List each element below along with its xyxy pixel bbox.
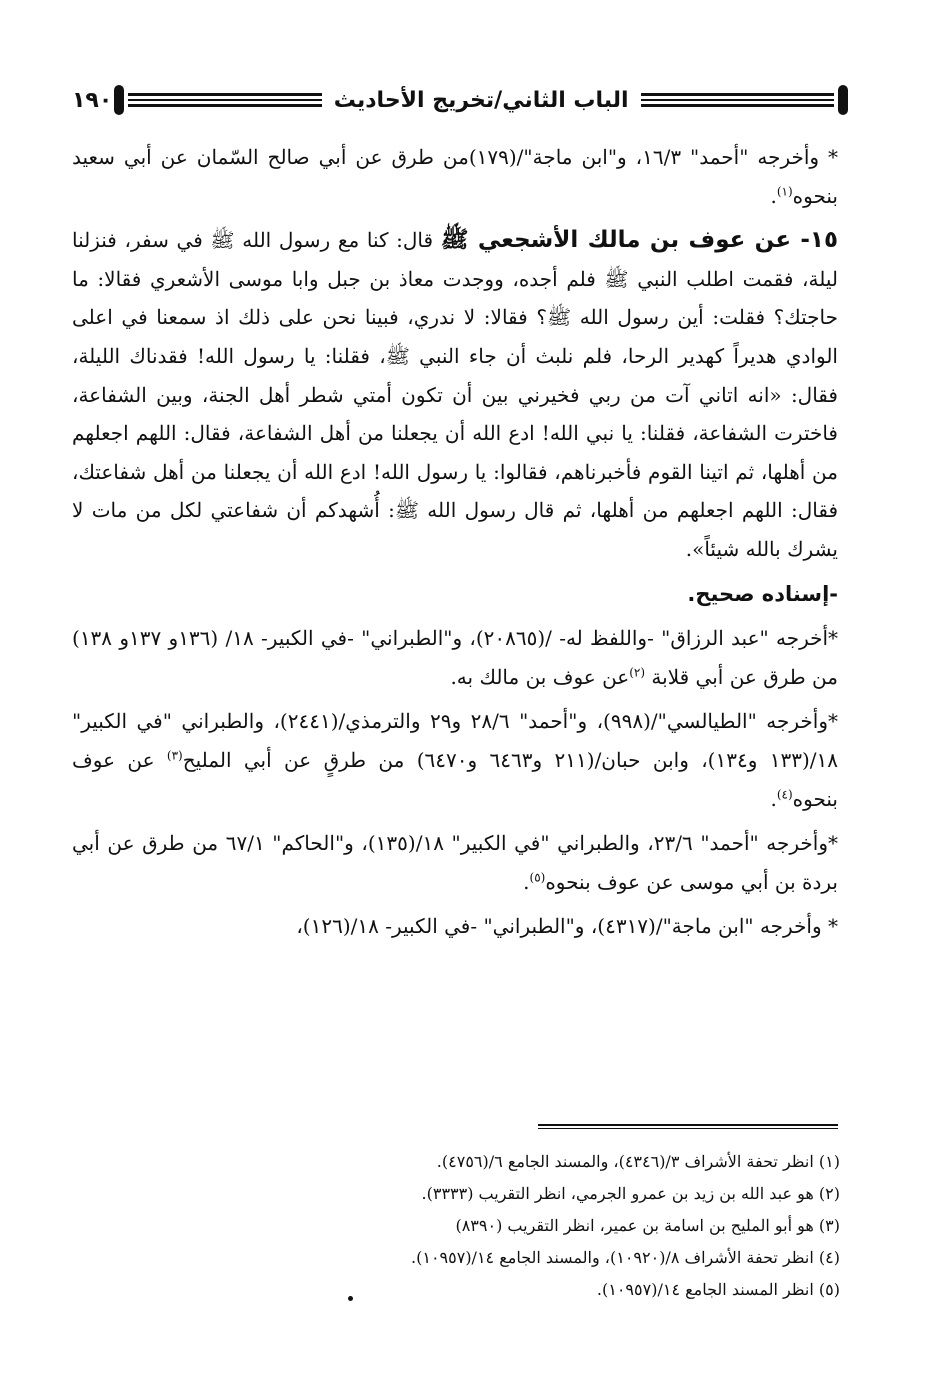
- footnote-ref-1: (١): [776, 183, 793, 198]
- paragraph-1-text: * وأخرجه "أحمد" ١٦/٣، و"ابن ماجة"/(١٧٩)من طرق عن أبي صالح السّمان عن أبي سعيد بنحوه: [72, 145, 839, 208]
- takhrij-2-mid: عن عوف بنحوه: [72, 747, 838, 811]
- footnote-1: (١) انظر تحفة الأشراف ٣/(٤٣٤٦)، والمسند الجامع ٦/(٤٧٥٦).: [436, 1152, 840, 1171]
- takhrij-2-text: *وأخرجه "الطيالسي"/(٩٩٨)، و"أحمد" ٢٨/٦ و٢٩ والترمذي/(٢٤٤١)، والطبراني "في الكبير" ١٨/(١٣٣ و١٣٤)، وابن حبان/(٢١١ و٦٤٦٣ و٦٤٧٠) من طرقٍ عن أبي المليح: [72, 709, 839, 772]
- takhrij-3-text: *وأخرجه "أحمد" ٢٣/٦، والطبراني "في الكبير" ١٨/(١٣٥)، و"الحاكم" ٦٧/١ من طرق عن أبي بردة بن أبي موسى عن عوف بنحوه: [72, 831, 838, 894]
- footnote-ref-5: (٥): [529, 870, 546, 885]
- footnote-2: (٢) هو عبد الله بن زيد بن عمرو الجرمي، انظر التقريب (٣٣٣٣).: [421, 1184, 840, 1203]
- footnote-5: (٥) انظر المسند الجامع ١٤/(١٠٩٥٧).: [596, 1280, 840, 1299]
- ornament-right-cap: [836, 85, 850, 115]
- takhrij-3: *وأخرجه "أحمد" ٢٣/٦، والطبراني "في الكبير" ١٨/(١٣٥)، و"الحاكم" ٦٧/١ من طرق عن أبي بردة بن أبي موسى عن عوف بنحوه$^{(٥)}$.: [72, 831, 838, 894]
- footnote-separator: [538, 1124, 838, 1129]
- footnote-4: (٤) انظر تحفة الأشراف ٨/(١٠٩٢٠)، والمسند الجامع ١٤/(١٠٩٥٧).: [411, 1248, 840, 1267]
- footnote-ref-4: (٤): [776, 786, 793, 801]
- takhrij-1-tail: عن عوف بن مالك به.: [450, 664, 630, 689]
- ornament-left-cap: [112, 85, 126, 115]
- isnad-grade: [72, 575, 838, 614]
- running-header: [60, 80, 850, 120]
- chapter-title: الباب الثاني/تخريج الأحاديث: [333, 87, 629, 113]
- footnote-ref-3: (٣): [166, 748, 183, 763]
- paragraph-1: * وأخرجه "أحمد" ١٦/٣، و"ابن ماجة"/(١٧٩)من طرق عن أبي صالح السّمان عن أبي سعيد بنحوه$^{(١)}$.: [72, 145, 839, 208]
- ornament-rule-left: [128, 93, 321, 107]
- footnotes: [160, 1146, 840, 1306]
- takhrij-1: [72, 619, 838, 696]
- takhrij-4: [72, 907, 838, 946]
- takhrij-1-text: *أخرجه "عبد الرزاق" -واللفظ له- /(٢٠٨٦٥)، و"الطبراني" -في الكبير- ١٨/ (١٣٦و ١٣٧و ١٣٨) من طرق عن أبي قلابة: [72, 626, 839, 689]
- hadith-15-text: قال: كنا مع رسول الله ﷺ في سفر، فنزلنا ليلة، فقمت اطلب النبي ﷺ فلم أجده، ووجدت معاذ بن جبل وابا موسى الأشعري فقالا: ما حاجتك؟ فقلت: أين رسول الله ﷺ؟ فقالا: لا ندري، فبينا نحن على ذلك اذ سمعنا في اعلى الوادي هديراً كهدير الرحا، فلم نلبث أن جاء النبي ﷺ، فقلنا: يا رسول الله! فقدناك الليلة، فقال: «انه اتاني آت من ربي فخيرني بين أن تكون أمتي شطر أهل الجنة، وبين الشفاعة، فاخترت الشفاعة، فقلنا: يا نبي الله! ادع الله أن يجعلنا من أهل الشفاعة، فقال: اللهم اجعلهم من أهلها، ثم اتينا القوم فأخبرناهم، فقالوا: يا رسول الله! ادع الله أن يجعلنا من أهل شفاعتك، فقال: اللهم اجعلهم من أهلها، ثم قال رسول الله ﷺ: أُشهدكم أن شفاعتي لكل من مات لا يشرك بالله شيئاً».: [72, 228, 838, 561]
- takhrij-4-text: * وأخرجه "ابن ماجة"/(٤٣١٧)، و"الطبراني" -في الكبير- ١٨/(١٢٦)،: [296, 914, 838, 939]
- footnote-3: (٣) هو أبو المليح بن اسامة بن عمير، انظر التقريب (٨٣٩٠): [455, 1216, 840, 1235]
- footnote-ref-2: (٢): [629, 665, 646, 680]
- takhrij-2: *وأخرجه "الطيالسي"/(٩٩٨)، و"أحمد" ٢٨/٦ و٢٩ والترمذي/(٢٤٤١)، والطبراني "في الكبير" ١٨/(١٣٣ و١٣٤)، وابن حبان/(٢١١ و٦٤٦٣ و٦٤٧٠) من طرقٍ عن أبي المليح$^{(٣)}$ عن عوف بنحوه$^{(٤)}$.: [72, 709, 839, 811]
- isnad-grade-text: -إسناده صحيح.: [687, 581, 838, 606]
- page-number: ١٩٠: [72, 87, 113, 113]
- stray-dot: [348, 1296, 353, 1301]
- main-text: [72, 138, 838, 952]
- hadith-15: [72, 221, 838, 568]
- ornament-rule-right: [641, 93, 834, 107]
- hadith-15-lead: ١٥- عن عوف بن مالك الأشجعي ﷺ: [440, 227, 838, 254]
